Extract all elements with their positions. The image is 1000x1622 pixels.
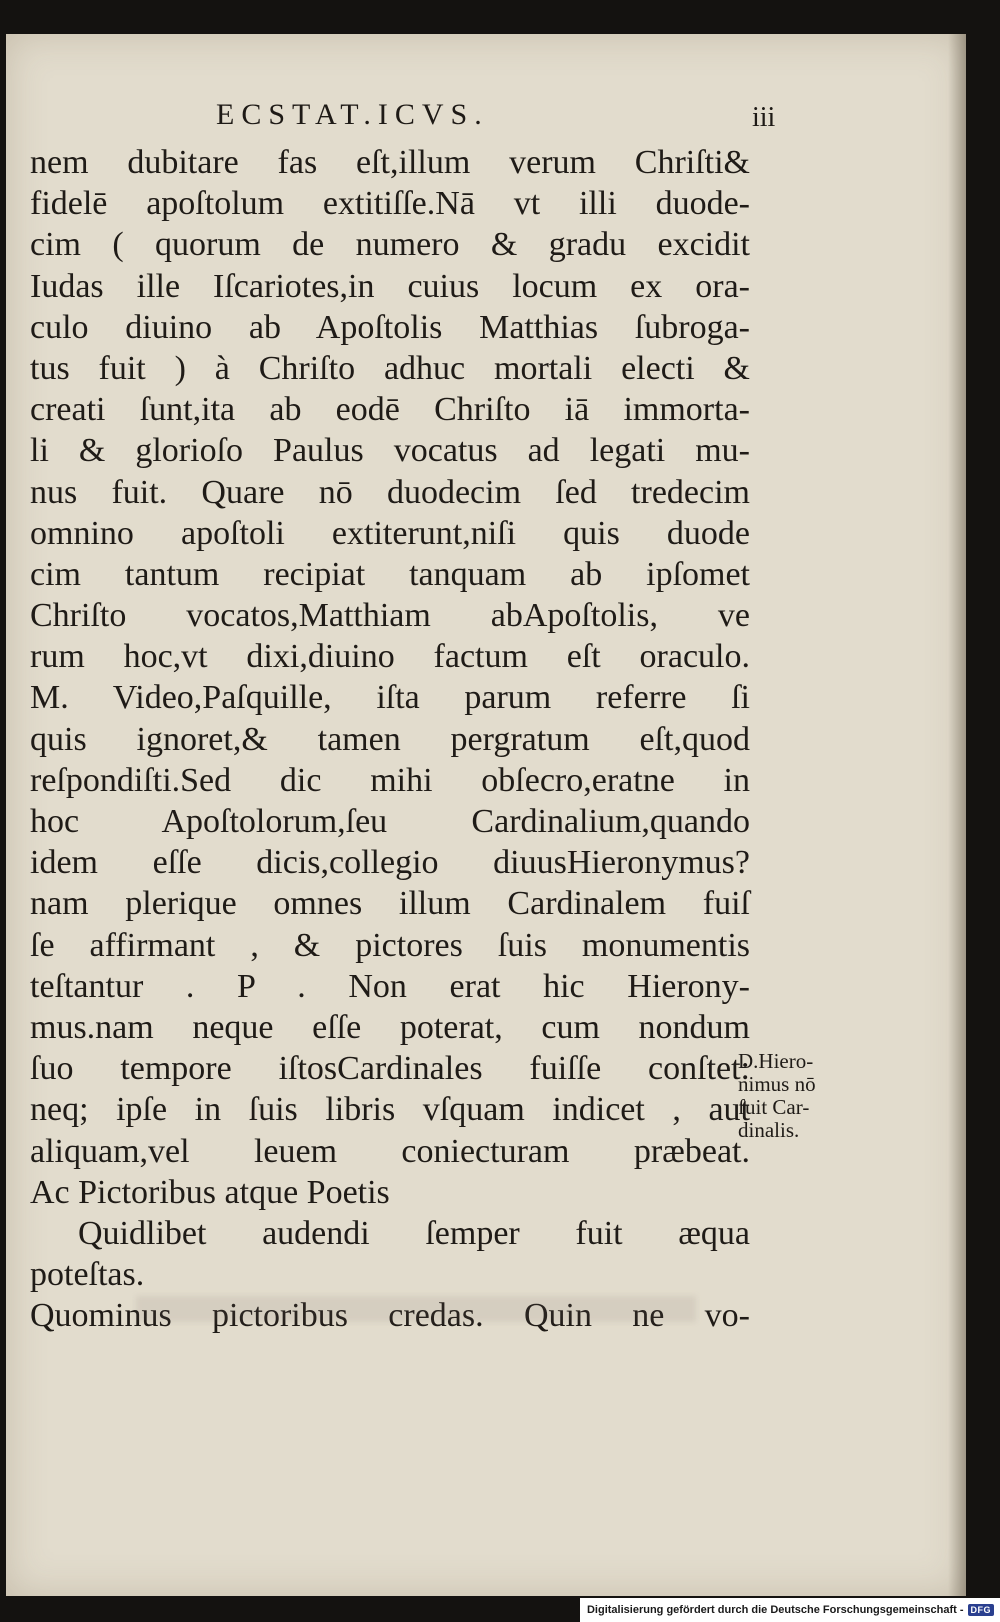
text-line: aliquam,vel leuem coniecturam præbeat. [30, 1132, 750, 1170]
text-line: omnino apoſtoli extiterunt,niſi quis duode [30, 514, 750, 552]
digitization-credit-bar [580, 1598, 1000, 1622]
digitization-credit: Digitalisierung gefördert durch die Deutsche Forschungsgemeinschaft - [586, 1604, 964, 1616]
text-line: ſe affirmant , & pictores ſuis monumentis [30, 926, 750, 964]
text-line: creati ſunt,ita ab eodē Chriſto iā immorta- [30, 391, 750, 429]
text-line: reſpondiſti.Sed dic mihi obſecro,eratne in [30, 761, 750, 799]
text-line: nus fuit. Quare nō duodecim ſed tredecim [30, 473, 750, 511]
text-line: quis ignoret,& tamen pergratum eſt,quod [30, 720, 750, 758]
page-number: iii [752, 102, 776, 133]
dfg-logo: DFG [968, 1604, 995, 1616]
text-line: Quominus pictoribus credas. Quin ne vo- [30, 1297, 750, 1335]
text-line: mus.nam neque eſſe poterat, cum nondum [30, 1008, 750, 1046]
verse-line: Ac Pictoribus atque Poetis [30, 1173, 390, 1211]
text-line: culo diuino ab Apoſtolis Matthias ſubroga- [30, 308, 750, 346]
main-text-block [30, 142, 750, 1336]
show-through-ink [136, 1296, 696, 1322]
book-page [6, 34, 966, 1596]
text-line: nam plerique omnes illum Cardinalem fuiſ [30, 885, 750, 923]
text-line: Chriſto vocatos,Matthiam abApoſtolis, ve [30, 597, 750, 635]
verse-line: Quidlibet audendi ſemper fuit æqua [78, 1214, 750, 1252]
running-head: ECSTAT.ICVS. [216, 98, 489, 131]
page-edge-shadow [948, 34, 966, 1596]
marginal-note-line: dinalis. [738, 1118, 800, 1142]
text-line: M. Video,Paſquille, iſta parum referre ſi [30, 679, 750, 717]
text-line: Iudas ille Iſcariotes,in cuius locum ex ora- [30, 267, 750, 305]
text-line: nem dubitare fas eſt,illum verum Chriſti& [30, 144, 750, 181]
marginal-note [738, 1050, 858, 1142]
marginal-note-line: nimus nō [738, 1072, 816, 1096]
text-line: cim tantum recipiat tanquam ab ipſomet [30, 555, 750, 593]
text-line: neq; ipſe in ſuis libris vſquam indicet , aut [30, 1091, 750, 1129]
text-line: li & glorioſo Paulus vocatus ad legati mu- [30, 432, 750, 470]
text-line: fidelē apoſtolum extitiſſe.Nā vt illi duode- [30, 185, 750, 223]
marginal-note-line: D.Hiero- [738, 1049, 814, 1073]
marginal-note-line: fuit Car- [738, 1095, 810, 1119]
text-line: hoc Apoſtolorum,ſeu Cardinalium,quando [30, 803, 750, 840]
text-line: ſuo tempore iſtosCardinales fuiſſe conſtet: [30, 1050, 750, 1088]
text-line: cim ( quorum de numero & gradu excidit [30, 226, 750, 264]
text-line: teſtantur . P . Non erat hic Hierony- [30, 967, 750, 1005]
text-line: idem eſſe dicis,collegio diuusHieronymus? [30, 844, 750, 882]
text-line: rum hoc,vt dixi,diuino factum eſt oraculo. [30, 638, 750, 676]
verse-line: poteſtas. [30, 1256, 145, 1294]
text-line: tus fuit ) à Chriſto adhuc mortali electi & [30, 349, 750, 387]
